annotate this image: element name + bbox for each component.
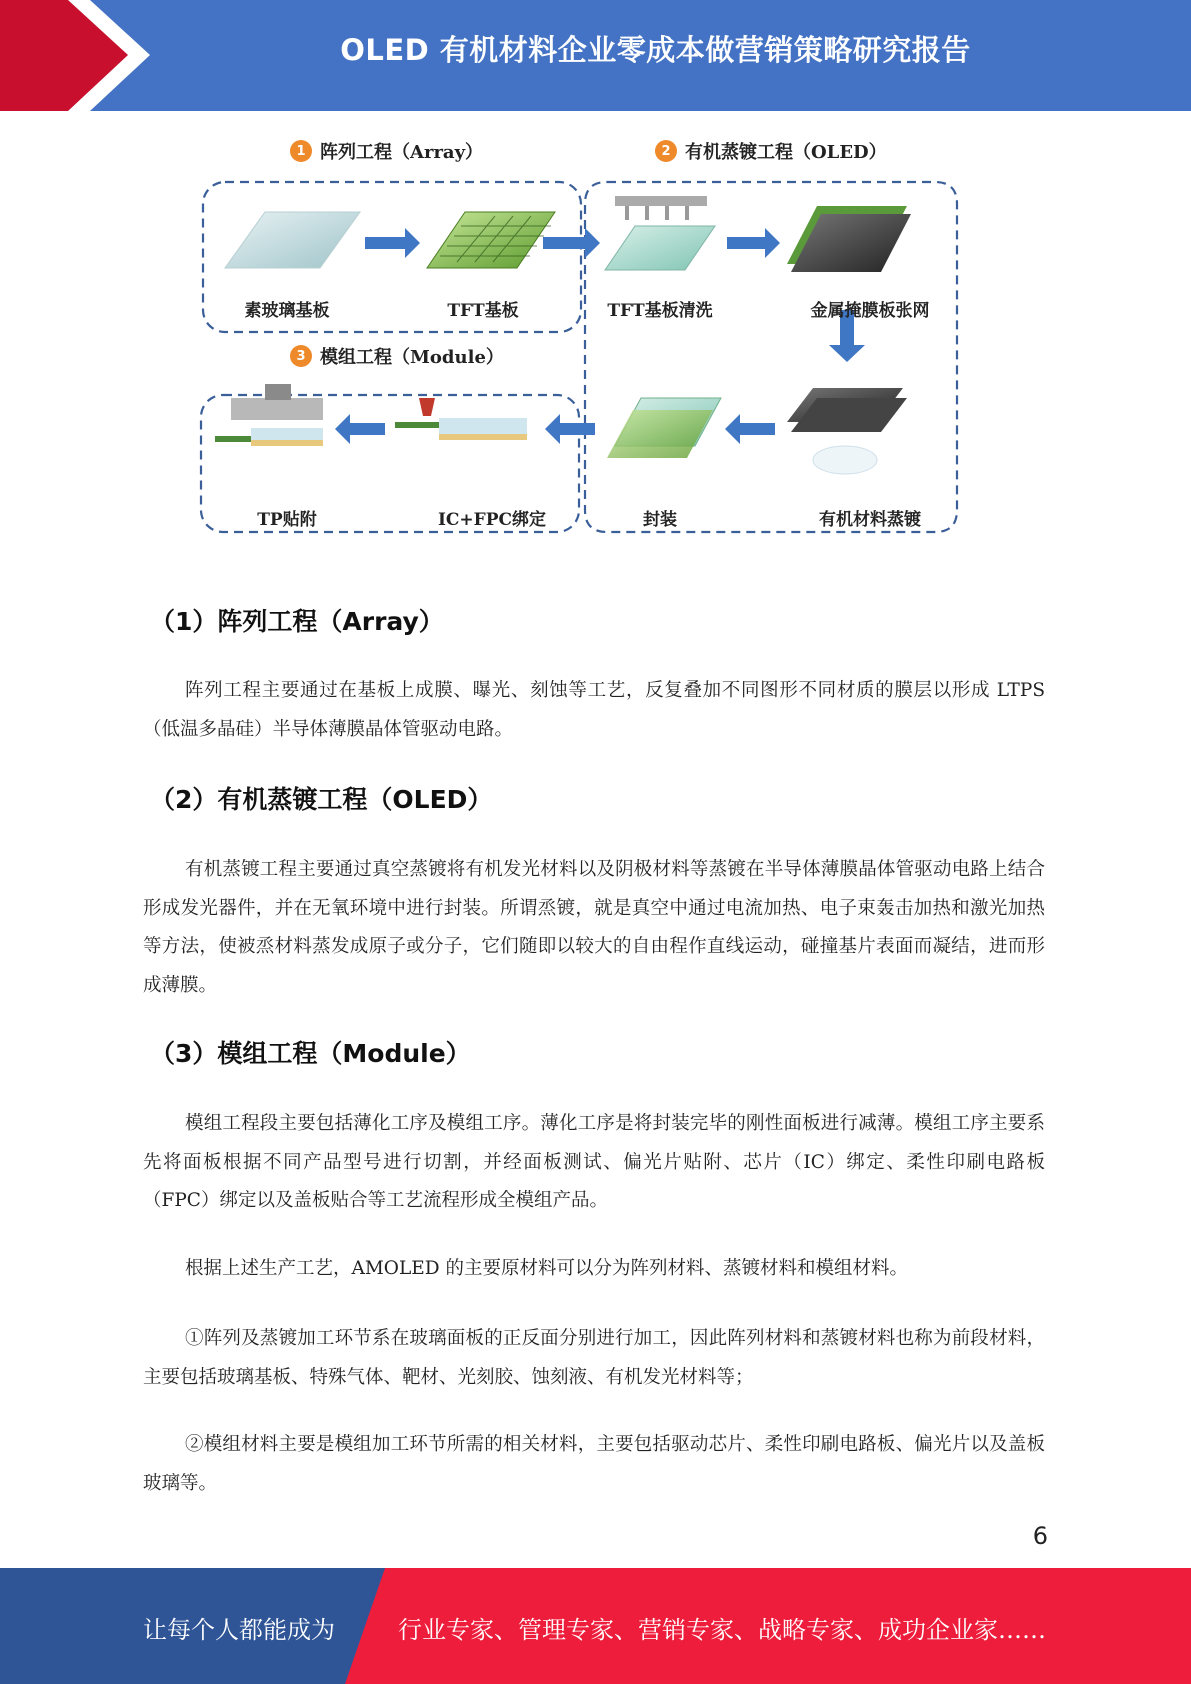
paragraph: ②模组材料主要是模组加工环节所需的相关材料，主要包括驱动芯片、柔性印刷电路板、偏光片以及盖板玻璃等。 [143, 1434, 1045, 1494]
oled-process-diagram [195, 140, 965, 550]
step-label: IC+FPC绑定 [437, 510, 547, 530]
paragraph: 阵列工程主要通过在基板上成膜、曝光、刻蚀等工艺，反复叠加不同图形不同材质的膜层以形成 LTPS（低温多晶硅）半导体薄膜晶体管驱动电路。 [143, 680, 1045, 740]
stage-label: 有机蒸镀工程（OLED） [685, 142, 887, 163]
section-heading-array: （1）阵列工程（Array） [150, 607, 444, 636]
page-number: 6 [1032, 1522, 1048, 1550]
stage-number-badge: 2 [655, 140, 677, 162]
paragraph: ①阵列及蒸镀加工环节系在玻璃面板的正反面分别进行加工，因此阵列材料和蒸镀材料也称为前段材料，主要包括玻璃基板、特殊气体、靶材、光刻胶、蚀刻液、有机发光材料等； [143, 1328, 1045, 1388]
section-heading-module: （3）模组工程（Module） [150, 1039, 471, 1068]
page-footer [0, 1568, 1191, 1684]
step-label: 金属掩膜板张网 [810, 301, 930, 321]
step-label: TFT基板 [447, 301, 519, 321]
stage-heading-oled [655, 138, 887, 164]
page-header [0, 0, 1191, 111]
footer-slogan-left: 让每个人都能成为 [143, 1616, 335, 1644]
section-heading-oled: （2）有机蒸镀工程（OLED） [150, 785, 493, 814]
stage-heading-module [290, 343, 504, 369]
step-label: TFT基板清洗 [607, 301, 713, 321]
stage-label: 阵列工程（Array） [320, 142, 484, 163]
step-label: TP贴附 [257, 510, 317, 530]
paragraph: 模组工程段主要包括薄化工序及模组工序。薄化工序是将封装完毕的刚性面板进行减薄。模组工序主要系先将面板根据不同产品型号进行切割，并经面板测试、偏光片贴附、芯片（IC）绑定、柔性印刷电路板（FPC）绑定以及盖板贴合等工艺流程形成全模组产品。 [143, 1113, 1045, 1211]
footer-slogan-right: 行业专家、管理专家、营销专家、战略专家、成功企业家…… [398, 1616, 1046, 1644]
paragraph: 有机蒸镀工程主要通过真空蒸镀将有机发光材料以及阴极材料等蒸镀在半导体薄膜晶体管驱动电路上结合形成发光器件，并在无氧环境中进行封装。所谓烝镀，就是真空中通过电流加热、电子束轰击加热和激光加热等方法，使被烝材料蒸发成原子或分子，它们随即以较大的自由程作直线运动，碰撞基片表面而凝结，进而形成薄膜。 [143, 859, 1045, 996]
paragraph: 根据上述生产工艺，AMOLED 的主要原材料可以分为阵列材料、蒸镀材料和模组材料。 [185, 1258, 908, 1279]
stage-number-badge: 1 [290, 140, 312, 162]
stage-number-badge: 3 [290, 345, 312, 367]
stage-heading-array [290, 138, 483, 164]
step-label: 有机材料蒸镀 [819, 510, 921, 530]
step-label: 素玻璃基板 [244, 301, 330, 321]
stage-label: 模组工程（Module） [320, 347, 504, 368]
header-title: OLED 有机材料企业零成本做营销策略研究报告 [340, 33, 971, 67]
step-label: 封装 [643, 510, 677, 530]
